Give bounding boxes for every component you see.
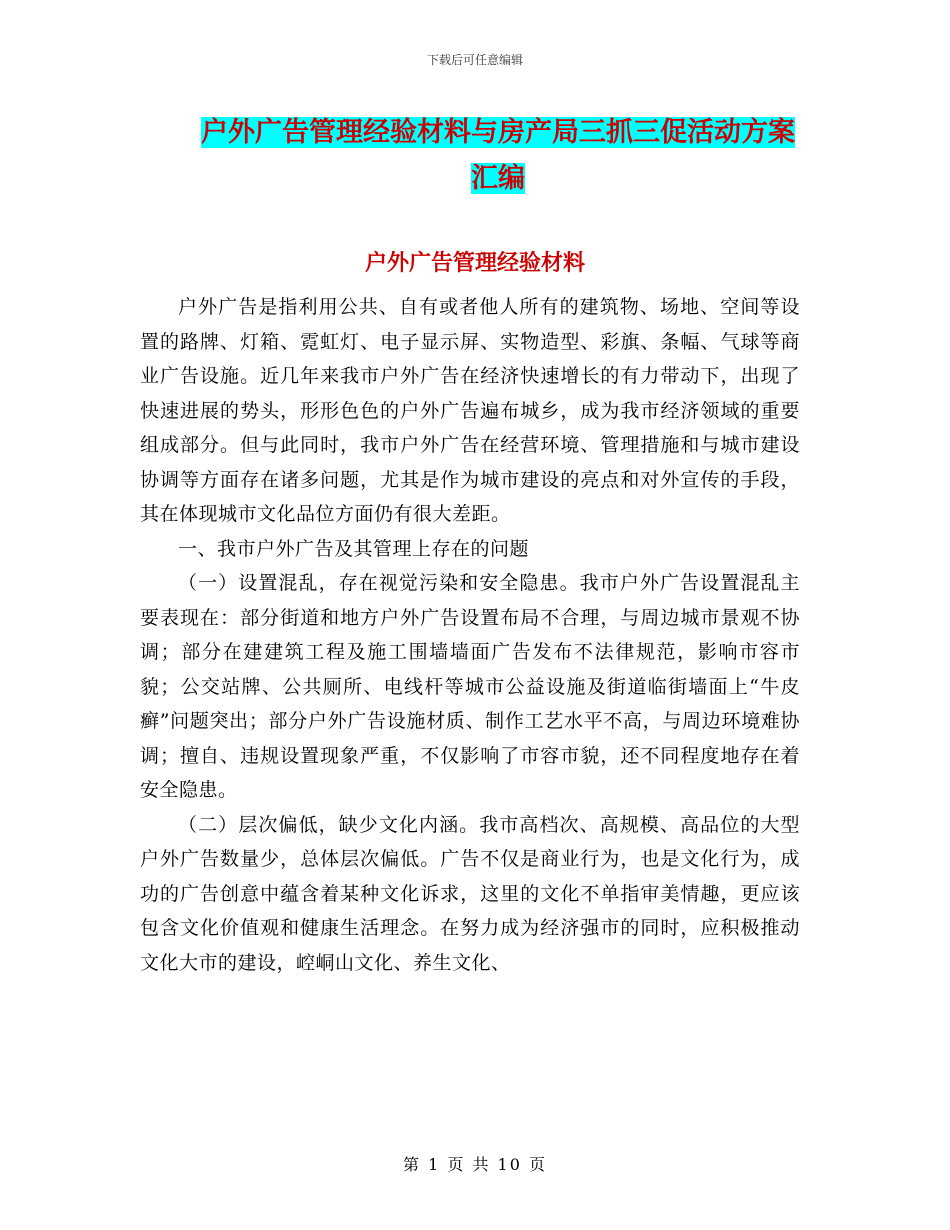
document-title-text: 户外广告管理经验材料与房产局三抓三促活动方案汇编 bbox=[201, 117, 795, 194]
page-header-note: 下载后可任意编辑 bbox=[426, 53, 523, 67]
paragraph-point-1: （一）设置混乱，存在视觉污染和安全隐患。我市户外广告设置混乱主要表现在：部分街道和地方户外广告设置布局不合理，与周边城市景观不协调；部分在建建筑工程及施工围墙墙面广告发布不法律规范，影响市容市貌；公交站牌、公共厕所、电线杆等城市公益设施及街道临街墙面上“牛皮癣”问题突出；部分户外广告设施材质、制作工艺水平不高，与周边环境难协调；擅自、违规设置现象严重，不仅影响了市容市貌，还不同程度地存在着安全隐患。 bbox=[140, 572, 800, 801]
page-number: 第 1 页 共 10 页 bbox=[403, 1155, 547, 1174]
paragraph-heading-problems: 一、我市户外广告及其管理上存在的问题 bbox=[178, 537, 530, 560]
document-title bbox=[188, 110, 808, 202]
document-body bbox=[140, 290, 800, 980]
paragraph-point-2: （二）层次偏低，缺少文化内涵。我市高档次、高规模、高品位的大型户外广告数量少，总体层次偏低。广告不仅是商业行为，也是文化行为，成功的广告创意中蕴含着某种文化诉求，这里的文化不单指审美情趣，更应该包含文化价值观和健康生活理念。在努力成为经济强市的同时，应积极推动文化大市的建设，崆峒山文化、养生文化、 bbox=[140, 813, 800, 974]
section-title: 户外广告管理经验材料 bbox=[364, 251, 585, 276]
paragraph-intro: 户外广告是指利用公共、自有或者他人所有的建筑物、场地、空间等设置的路牌、灯箱、霓虹灯、电子显示屏、实物造型、彩旗、条幅、气球等商业广告设施。近几年来我市户外广告在经济快速增长的有力带动下，出现了快速进展的势头，形形色色的户外广告遍布城乡，成为我市经济领域的重要组成部分。但与此同时，我市户外广告在经营环境、管理措施和与城市建设协调等方面存在诸多问题，尤其是作为城市建设的亮点和对外宣传的手段，其在体现城市文化品位方面仍有很大差距。 bbox=[140, 296, 800, 525]
